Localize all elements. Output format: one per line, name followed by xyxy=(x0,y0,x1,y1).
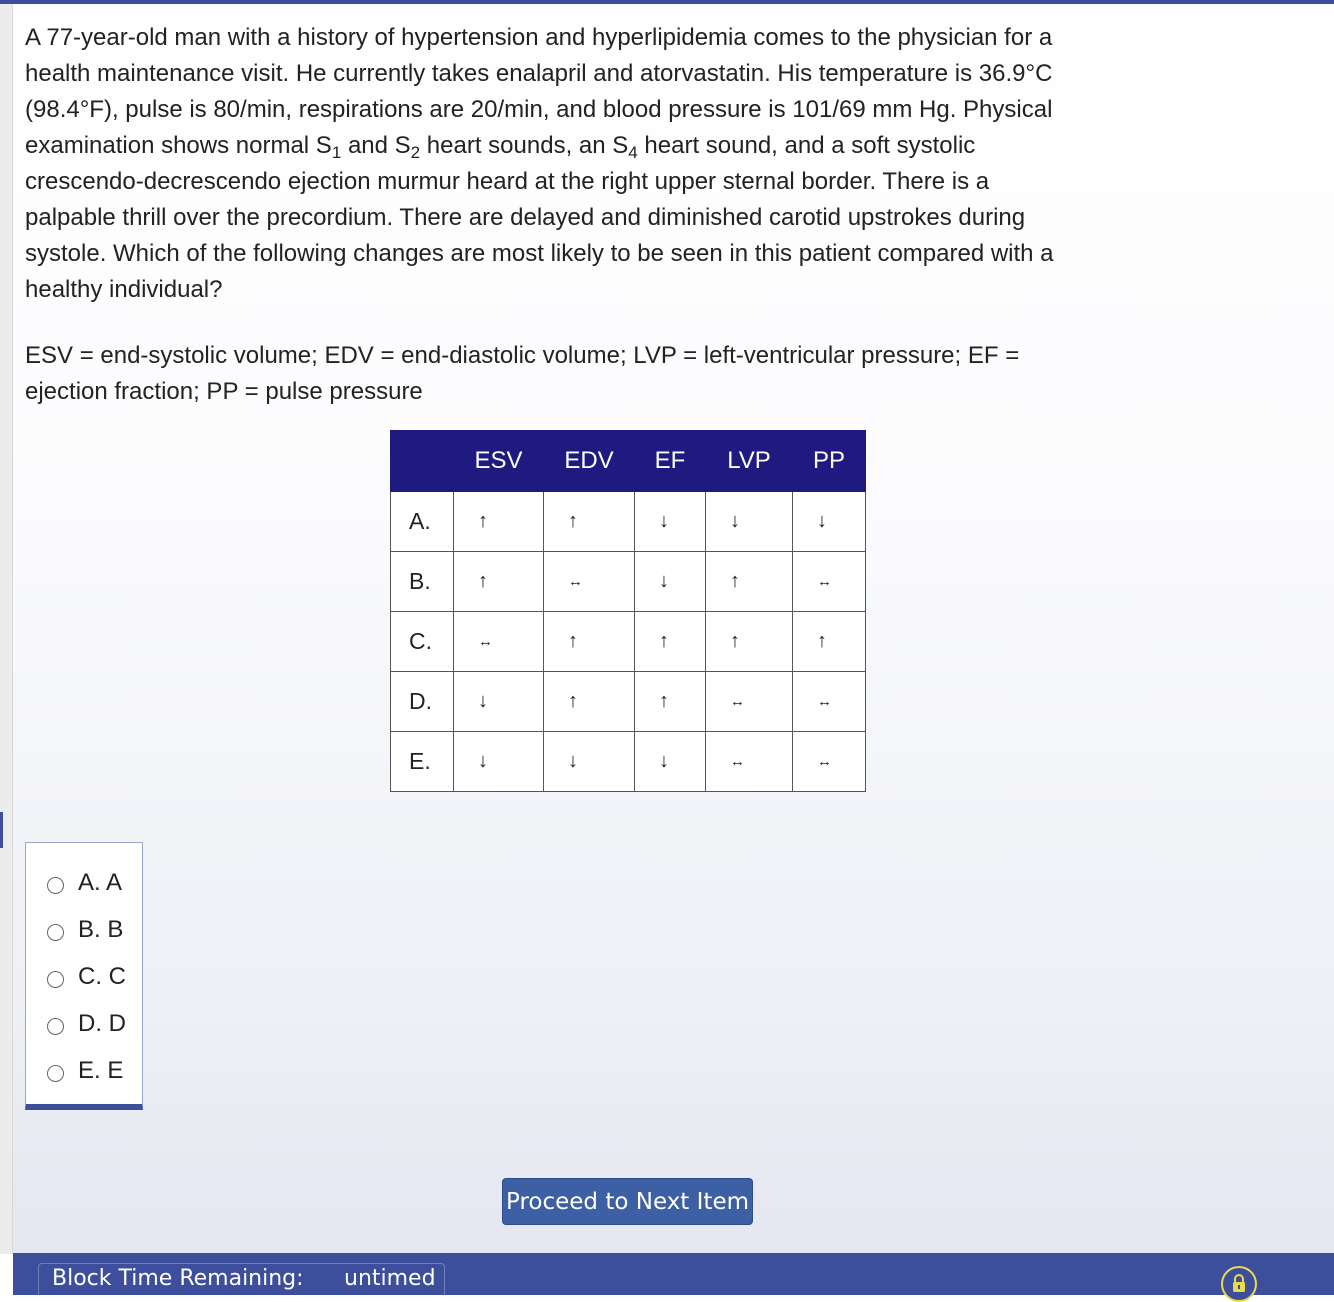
answer-table xyxy=(390,430,866,792)
radio-button[interactable] xyxy=(47,877,64,894)
table-header-row xyxy=(391,431,866,492)
choice-e[interactable] xyxy=(26,1047,142,1094)
choice-d[interactable] xyxy=(26,1000,142,1047)
footer-bar xyxy=(13,1253,1334,1295)
table-header-ef: EF xyxy=(635,431,706,492)
choice-label: D. D xyxy=(78,1009,126,1037)
table-cell: ↓ xyxy=(544,732,635,792)
table-row xyxy=(391,612,866,672)
table-row xyxy=(391,672,866,732)
radio-button[interactable] xyxy=(47,1065,64,1082)
stem-part-3: heart sounds, an S xyxy=(420,132,629,159)
choice-c[interactable] xyxy=(26,953,142,1000)
left-rail xyxy=(0,4,13,1254)
table-row xyxy=(391,552,866,612)
choice-label: B. B xyxy=(78,915,124,943)
table-cell: ↑ xyxy=(454,552,544,612)
table-cell: ↓ xyxy=(635,732,706,792)
choice-label: E. E xyxy=(78,1056,124,1084)
table-cell: ↓ xyxy=(635,492,706,552)
table-cell: ↑ xyxy=(793,612,866,672)
table-cell: ↑ xyxy=(544,612,635,672)
table-cell: ↑ xyxy=(706,612,793,672)
table-cell: ↑ xyxy=(706,552,793,612)
table-row-label: A. xyxy=(391,492,454,552)
table-cell: ↔ xyxy=(793,552,866,612)
subscript-2: 2 xyxy=(410,143,421,162)
table-cell: ↔ xyxy=(793,732,866,792)
table-row xyxy=(391,732,866,792)
table-cell: ↔ xyxy=(706,732,793,792)
table-header-lvp: LVP xyxy=(706,431,793,492)
stem-part-1: A 77-year-old man with a history of hypertension and hyperlipidemia comes to the physician for a health maintenance visit. He currently takes enalapril and atorvastatin. His temperature is 36.9°C (98.4°F), pulse is 80/min, respirations are 20/min, and blood pressure is 101/69 mm Hg. Physical examination shows normal S xyxy=(25,24,1053,159)
choice-a[interactable] xyxy=(26,859,142,906)
table-cell: ↔ xyxy=(793,672,866,732)
table-row-label: C. xyxy=(391,612,454,672)
table-row-label: D. xyxy=(391,672,454,732)
table-row-label: E. xyxy=(391,732,454,792)
table-cell: ↑ xyxy=(454,492,544,552)
question-stem xyxy=(25,20,1065,410)
choice-b[interactable] xyxy=(26,906,142,953)
table-row xyxy=(391,492,866,552)
table-cell: ↔ xyxy=(454,612,544,672)
subscript-1: 1 xyxy=(331,143,342,162)
table-cell: ↔ xyxy=(706,672,793,732)
radio-button[interactable] xyxy=(47,971,64,988)
stem-text xyxy=(25,20,1065,308)
left-rail-marker xyxy=(0,812,3,848)
block-timer xyxy=(38,1263,445,1295)
timer-value: untimed xyxy=(344,1266,436,1291)
table-cell: ↑ xyxy=(635,672,706,732)
table-cell: ↓ xyxy=(454,672,544,732)
timer-label: Block Time Remaining: xyxy=(52,1266,304,1291)
table-header-esv: ESV xyxy=(454,431,544,492)
table-cell: ↓ xyxy=(706,492,793,552)
table-cell: ↔ xyxy=(544,552,635,612)
table-cell: ↑ xyxy=(544,492,635,552)
abbreviations-text: ESV = end-systolic volume; EDV = end-diastolic volume; LVP = left-ventricular pressure; EF = ejection fraction; PP = pulse pressure xyxy=(25,342,1020,405)
table-cell: ↑ xyxy=(544,672,635,732)
choice-label: A. A xyxy=(78,868,123,896)
radio-button[interactable] xyxy=(47,1018,64,1035)
table-header-cell xyxy=(391,431,454,492)
table-cell: ↓ xyxy=(454,732,544,792)
table-cell: ↓ xyxy=(793,492,866,552)
choice-label: C. C xyxy=(78,962,126,990)
lock-icon-glyph xyxy=(1232,1274,1246,1294)
stem-part-4: heart sound, and a soft systolic crescendo-decrescendo ejection murmur heard at the right upper sternal border. There is a palpable thrill over the precordium. There are delayed and diminished carotid upstrokes during systole. Which of the following changes are most likely to be seen in this patient compared with a healthy individual? xyxy=(25,132,1054,303)
lock-icon[interactable] xyxy=(1221,1266,1257,1302)
subscript-4: 4 xyxy=(628,143,638,162)
table-cell: ↓ xyxy=(635,552,706,612)
stem-part-2: and S xyxy=(341,132,411,159)
proceed-to-next-item-button[interactable]: Proceed to Next Item xyxy=(502,1178,753,1225)
answer-choices xyxy=(25,842,143,1110)
table-header-pp: PP xyxy=(793,431,866,492)
radio-button[interactable] xyxy=(47,924,64,941)
table-header-edv: EDV xyxy=(544,431,635,492)
table-cell: ↑ xyxy=(635,612,706,672)
table-row-label: B. xyxy=(391,552,454,612)
